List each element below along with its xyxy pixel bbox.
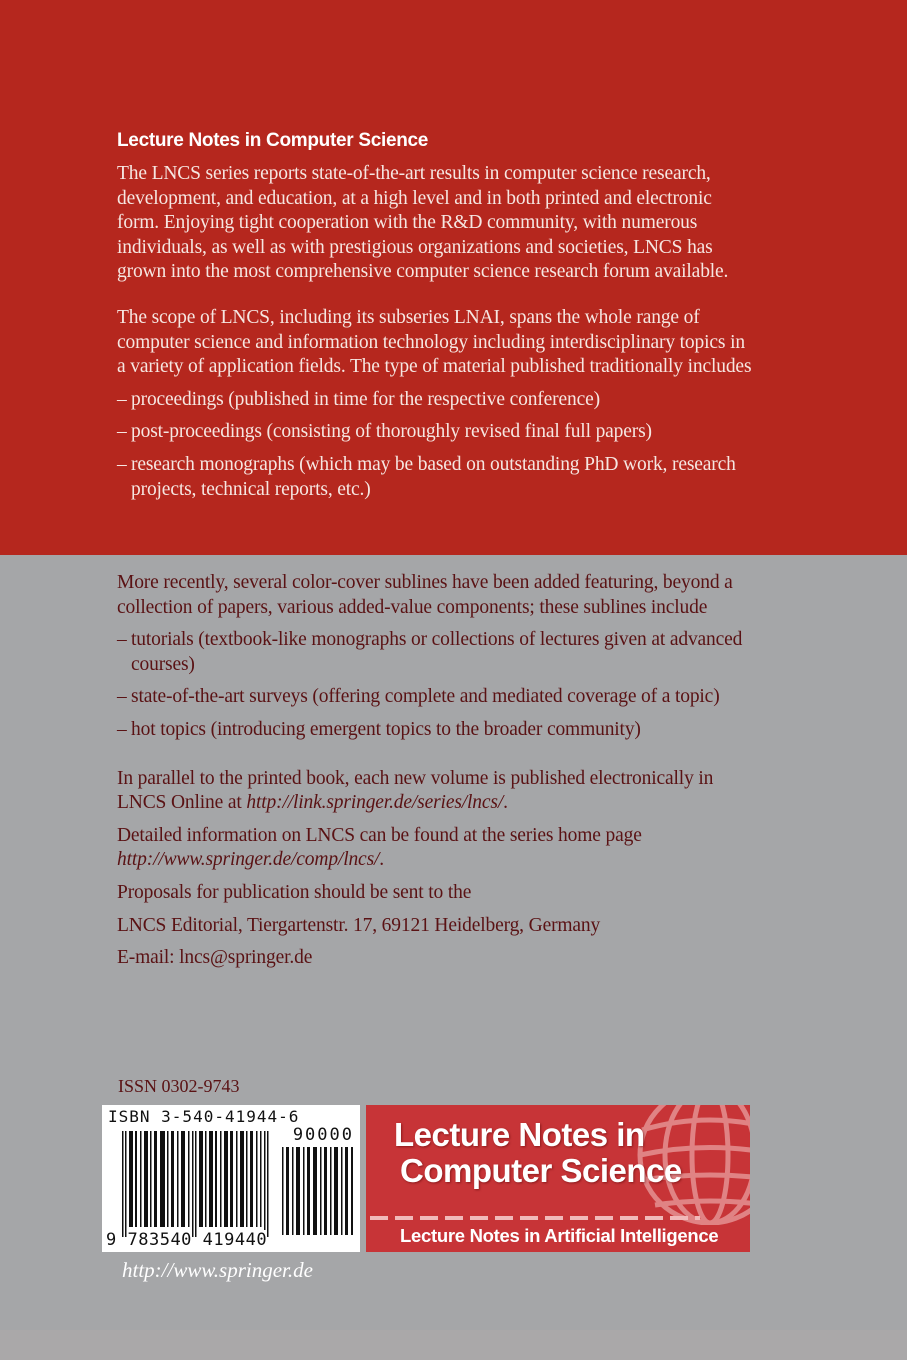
email-text: E-mail: lncs@springer.de (117, 947, 313, 969)
list-item: – hot topics (introducing emergent topics to the broader community) (117, 718, 641, 740)
red-section (117, 130, 757, 502)
issn-label: ISSN 0302-9743 (118, 1076, 240, 1096)
online-url-link[interactable]: http://link.springer.de/series/lncs/ (246, 792, 504, 814)
homepage-url-link[interactable]: http://www.springer.de/comp/lncs/ (117, 849, 380, 871)
series-heading: Lecture Notes in Computer Science (117, 130, 429, 151)
list-item: – post-proceedings (consisting of thoroughly revised final full papers) (117, 421, 652, 443)
addon-barcode-bars (282, 1147, 354, 1235)
sublines-paragraph: More recently, several color-cover sublines have been added featuring, beyond a collection of papers, various added-value components; these sublines include (117, 572, 733, 618)
editorial-address: LNCS Editorial, Tiergartenstr. 17, 69121 Heidelberg, Germany (117, 914, 601, 936)
gray-section (117, 571, 757, 971)
homepage-paragraph: Detailed information on LNCS can be found at the series home page http://www.springer.de/comp/lncs/. (117, 824, 642, 871)
logo-subtitle: Lecture Notes in Artificial Intelligence (400, 1225, 719, 1246)
bottom-strip (0, 1330, 907, 1360)
material-list (117, 388, 757, 502)
barcode (102, 1105, 360, 1252)
list-item: – proceedings (published in time for the respective conference) (117, 388, 600, 410)
springer-url-link[interactable]: http://www.springer.de (122, 1258, 313, 1282)
scope-paragraph: The scope of LNCS, including its subseries LNAI, spans the whole range of computer science and information technology including interdisciplinary topics in a variety of application fields. The type of material published traditionally includes (117, 306, 752, 378)
price-addon-number: 90000 (292, 1125, 354, 1145)
intro-paragraph: The LNCS series reports state-of-the-art results in computer science research, development, and education, at a high level and in both printed and electronic form. Enjoying tight cooperation with the R&D community, with numerous individuals, as well as with prestigious organizations and societies, LNCS has grown into the most comprehensive computer science research forum available. (117, 163, 729, 283)
list-item: – tutorials (textbook-like monographs or collections of lectures given at advanced courses) (117, 629, 743, 675)
logo-title: Lecture Notes in Computer Science (394, 1116, 682, 1189)
proposals-text: Proposals for publication should be sent to the (117, 881, 472, 903)
online-paragraph: In parallel to the printed book, each new volume is published electronically in LNCS Online at http://link.springer.de/series/lncs/. (117, 767, 714, 814)
dashed-divider (370, 1216, 700, 1220)
isbn-text: ISBN 3-540-41944-6 (108, 1107, 300, 1126)
sublines-list (117, 628, 757, 742)
lncs-logo (366, 1105, 750, 1252)
list-item: – state-of-the-art surveys (offering complete and mediated coverage of a topic) (117, 686, 720, 708)
list-item: – research monographs (which may be based on outstanding PhD work, research projects, technical reports, etc.) (117, 453, 736, 500)
ean-digits: 9 783540 419440 (106, 1230, 268, 1250)
ean-barcode-bars (122, 1131, 270, 1237)
